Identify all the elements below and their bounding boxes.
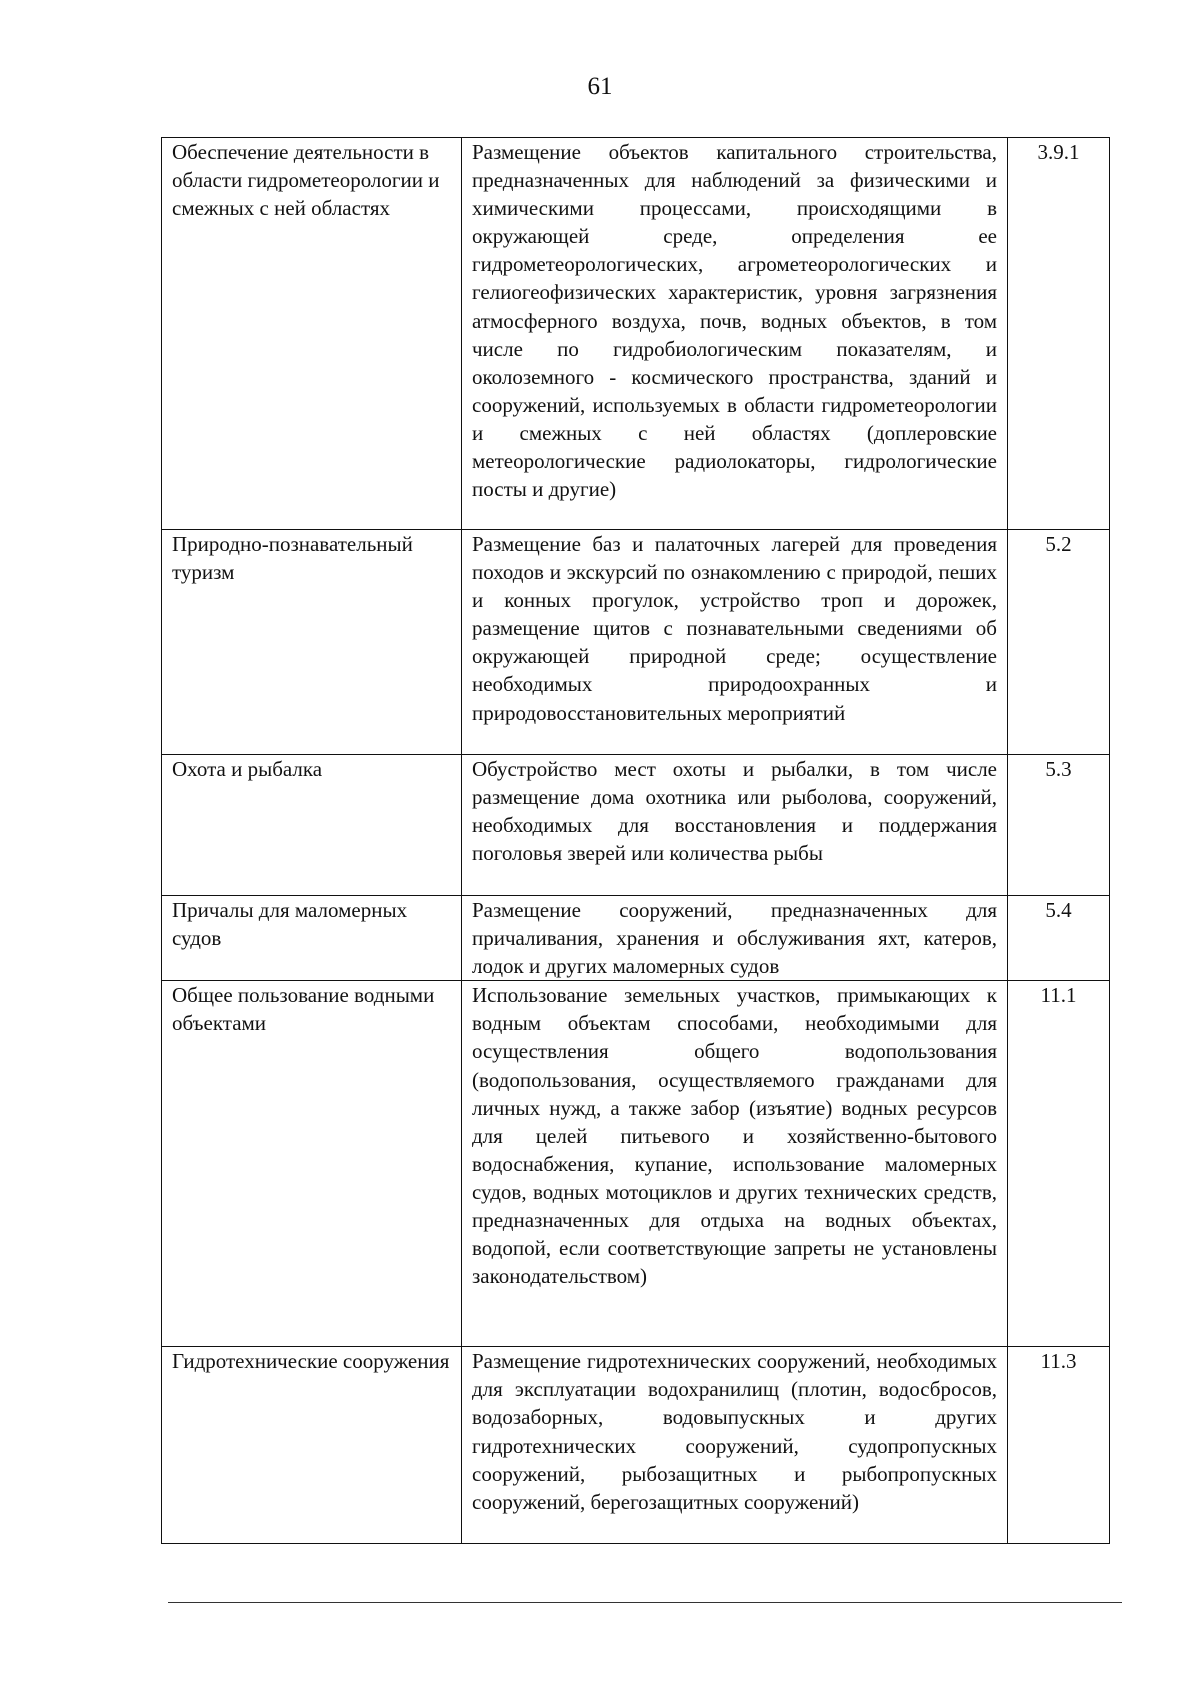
table-row [162,755,1110,896]
page-number: 61 [587,73,613,100]
use-description-cell: Использование земельных участков, примыкающих к водным объектам способами, необходимыми для осуществления общего водопользования (водопользования, осуществляемого гражданами для личных нужд, а также забор (изъятие) водных ресурсов для целей питьевого и хозяйственно-бытового водоснабжения, купание, использование маломерных судов, водных мотоциклов и других технических средств, предназначенных для отдыха на водных объектах, водопой, если соответствующие запреты не установлены законодательством) [462,981,1008,1347]
use-description-cell: Размещение сооружений, предназначенных для причаливания, хранения и обслуживания яхт, катеров, лодок и других маломерных судов [462,896,1008,981]
table-row [162,981,1110,1347]
use-name-cell: Гидротехнические сооружения [162,1347,462,1544]
use-description-cell: Размещение объектов капитального строительства, предназначенных для наблюдений за физическими и химическими процессами, происходящими в окружающей среде, определения ее гидрометеорологических, агрометеорологических и гелиогеофизических характеристик, уровня загрязнения атмосферного воздуха, почв, водных объектов, в том числе по гидробиологическим показателям, и околоземного - космического пространства, зданий и сооружений, используемых в области гидрометеорологии и смежных с ней областях (доплеровские метеорологические радиолокаторы, гидрологические посты и другие) [462,138,1008,530]
footer-divider [168,1602,1122,1603]
use-code-cell: 5.2 [1008,530,1110,755]
table-row [162,138,1110,530]
use-description-cell: Размещение баз и палаточных лагерей для проведения походов и экскурсий по ознакомлению с природой, пеших и конных прогулок, устройство троп и дорожек, размещение щитов с познавательными сведениями об окружающей природной среде; осуществление необходимых природоохранных и природовосстановительных мероприятий [462,530,1008,755]
use-name-cell: Природно-познавательный туризм [162,530,462,755]
land-use-table [161,137,1110,1544]
use-code-cell: 11.3 [1008,1347,1110,1544]
use-description-cell: Размещение гидротехнических сооружений, необходимых для эксплуатации водохранилищ (плотин, водосбросов, водозаборных, водовыпускных и других гидротехнических сооружений, судопропускных сооружений, рыбозащитных и рыбопропускных сооружений, берегозащитных сооружений) [462,1347,1008,1544]
table-row [162,530,1110,755]
use-name-cell: Обеспечение деятельности в области гидрометеорологии и смежных с ней областях [162,138,462,530]
use-name-cell: Причалы для маломерных судов [162,896,462,981]
use-code-cell: 5.3 [1008,755,1110,896]
table-row [162,1347,1110,1544]
use-code-cell: 5.4 [1008,896,1110,981]
use-code-cell: 11.1 [1008,981,1110,1347]
use-name-cell: Общее пользование водными объектами [162,981,462,1347]
use-name-cell: Охота и рыбалка [162,755,462,896]
table-row [162,896,1110,981]
use-description-cell: Обустройство мест охоты и рыбалки, в том числе размещение дома охотника или рыболова, сооружений, необходимых для восстановления и поддержания поголовья зверей или количества рыбы [462,755,1008,896]
use-code-cell: 3.9.1 [1008,138,1110,530]
